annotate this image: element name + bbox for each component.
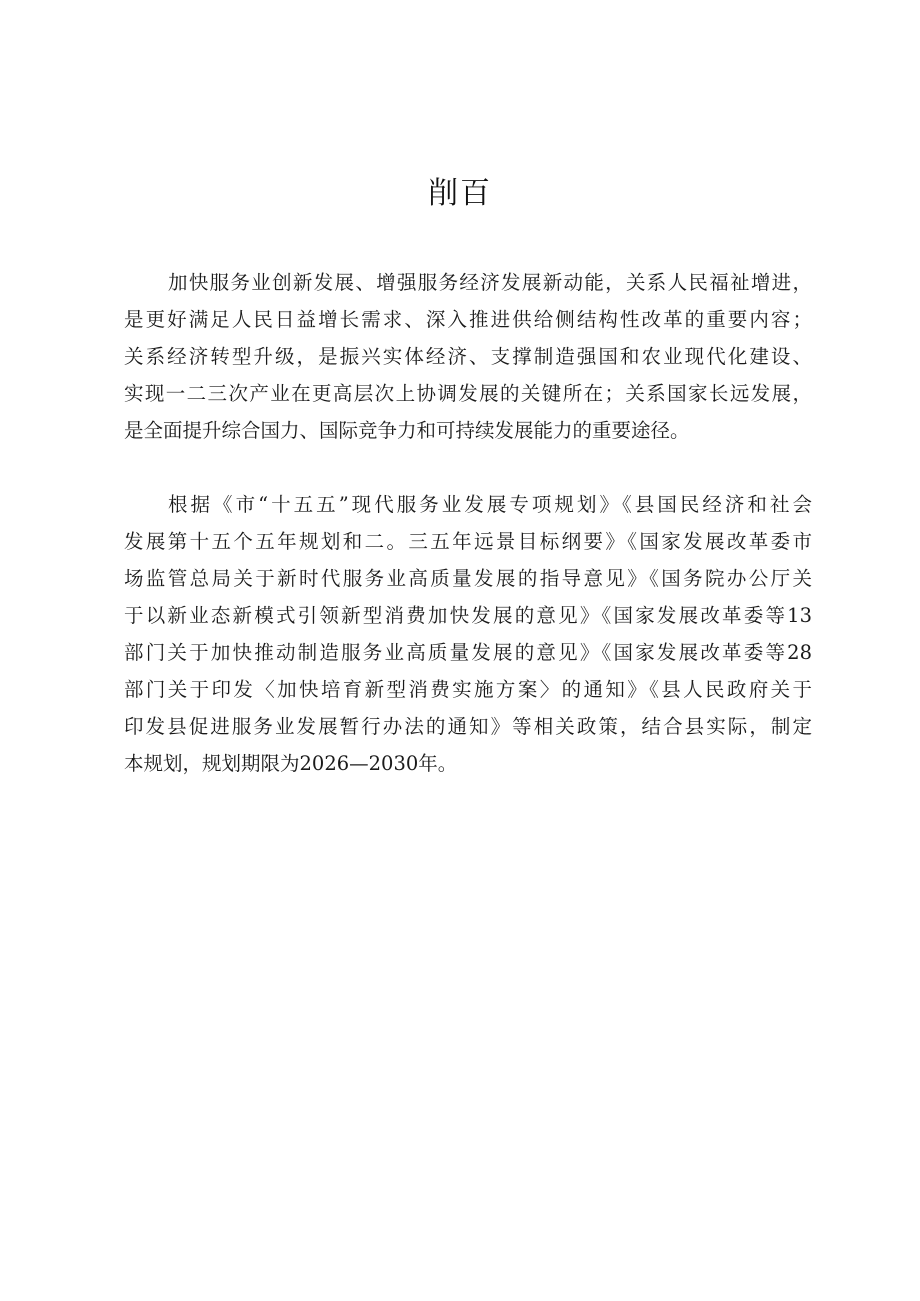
paragraph-line: 场监管总局关于新时代服务业高质量发展的指导意见》《国务院办公厅关 [124,567,812,590]
paragraph-line: 本规划，规划期限为2026—2030年。 [124,752,458,775]
paragraph-line: 实现一二三次产业在更高层次上协调发展的关键所在；关系国家长远发展， [124,382,812,405]
paragraph-2 [124,486,812,782]
paragraph-line: 根据《市“十五五”现代服务业发展专项规划》《县国民经济和社会 [168,493,812,516]
page-title: 削百 [428,176,492,211]
paragraph-line: 印发县促进服务业发展暂行办法的通知》等相关政策，结合县实际，制定 [124,715,812,738]
paragraph-1 [124,264,812,449]
paragraph-line: 部门关于印发〈加快培育新型消费实施方案〉的通知》《县人民政府关于 [124,678,812,701]
paragraph-line: 于以新业态新模式引领新型消费加快发展的意见》《国家发展改革委等13 [124,604,812,627]
paragraph-line: 部门关于加快推动制造服务业高质量发展的意见》《国家发展改革委等28 [124,641,812,664]
paragraph-line: 加快服务业创新发展、增强服务经济发展新动能，关系人民福祉增进， [168,271,812,294]
paragraph-line: 是更好满足人民日益增长需求、深入推进供给侧结构性改革的重要内容； [124,308,812,331]
paragraph-line: 是全面提升综合国力、国际竞争力和可持续发展能力的重要途径。 [124,419,690,442]
paragraph-line: 发展第十五个五年规划和二。三五年远景目标纲要》《国家发展改革委市 [124,530,812,553]
paragraph-line: 关系经济转型升级，是振兴实体经济、支撑制造强国和农业现代化建设、 [124,345,812,368]
